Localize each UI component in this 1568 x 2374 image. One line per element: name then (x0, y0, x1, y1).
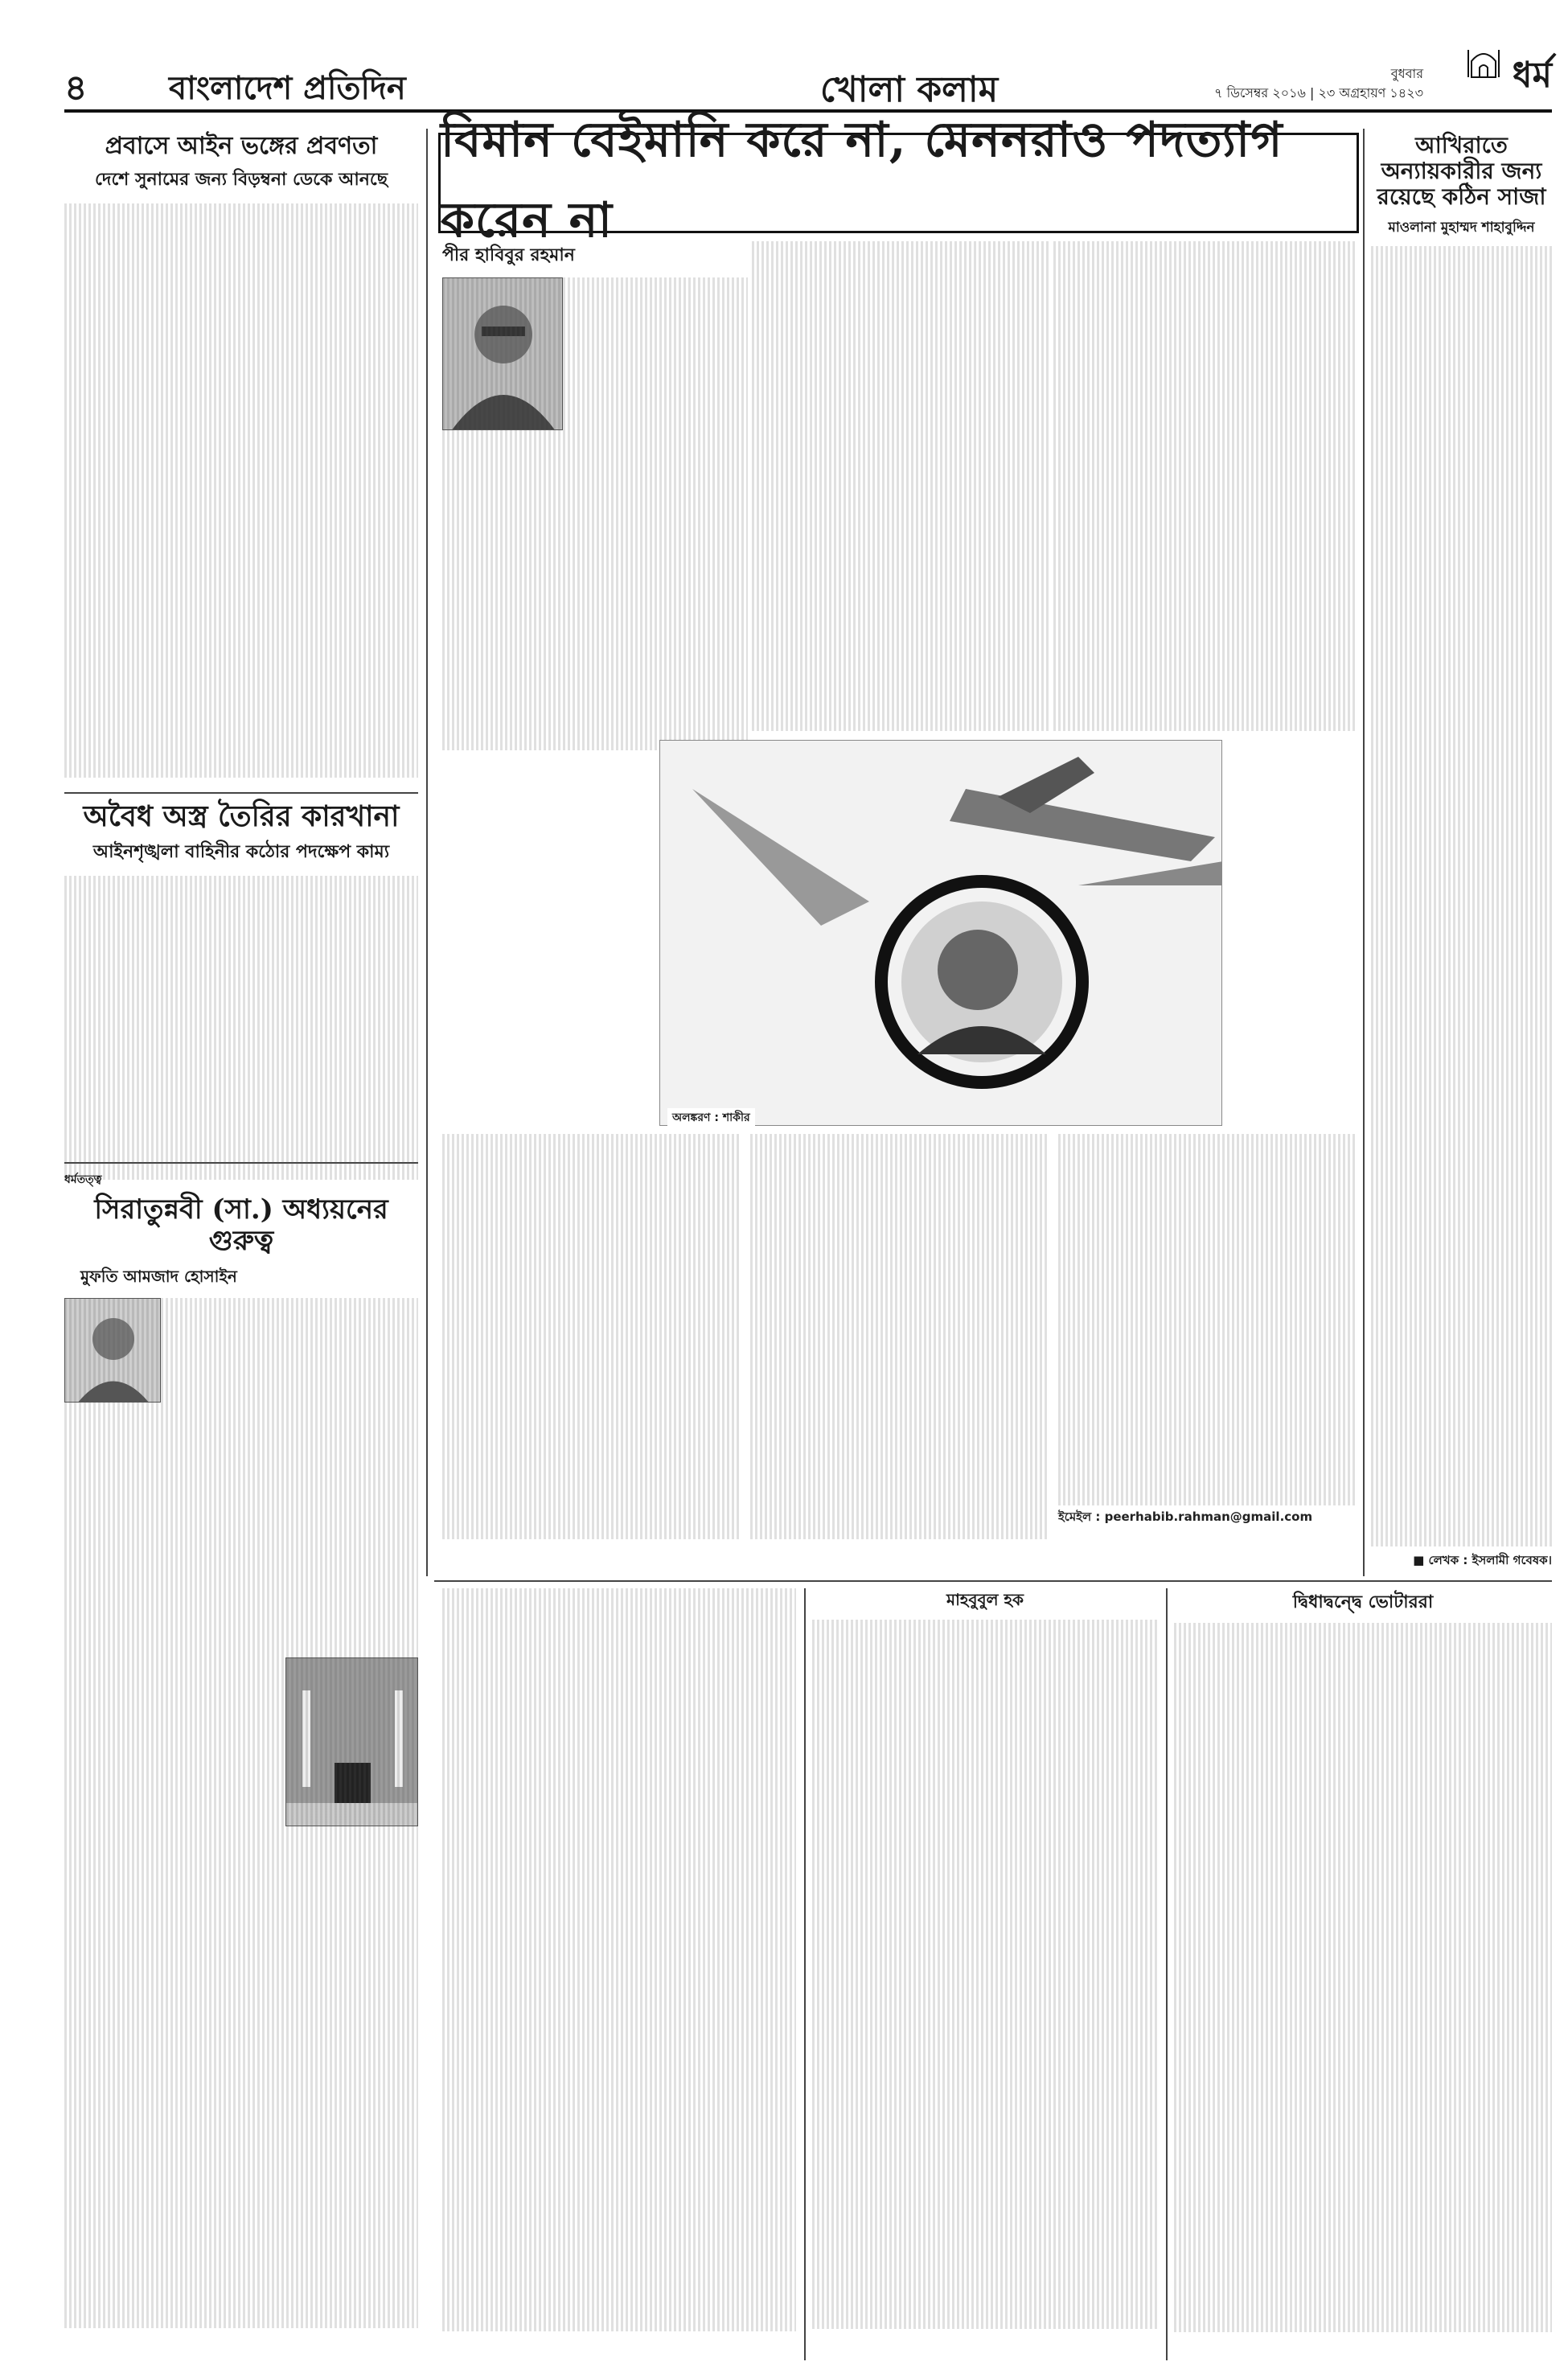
bottom-col2-title: দ্বিধাদ্বন্দ্বে ভোটাররা (1292, 1592, 1434, 1612)
date: ৭ ডিসেম্বর ২০১৬ | ২৩ অগ্রহায়ণ ১৪২৩ (1214, 85, 1423, 101)
bottom-col1-title: মাহবুবুল হক (946, 1590, 1024, 1609)
page-number: ৪ (64, 68, 88, 109)
weekday: বুধবার (1390, 66, 1423, 81)
right-headline: আখিরাতে অন্যায়কারীর জন্য রয়েছে কঠিন সাজা (1377, 132, 1546, 211)
story1-subhead: দেশে সুনামের জন্য বিড়ম্বনা ডেকে আনছে (94, 169, 388, 190)
lead-body-col1 (442, 277, 748, 750)
left-column (64, 133, 418, 778)
right-column (1371, 133, 1552, 1571)
lead-illustration (659, 740, 1222, 1126)
story3-headline: সিরাতুন্নবী (সা.) অধ্যয়নের গুরুত্ব (94, 1193, 388, 1258)
author-email: ইমেইল : peerhabib.rahman@gmail.com (1058, 1509, 1313, 1524)
bottom-col-left (442, 1588, 796, 2331)
right-byline: মাওলানা মুহাম্মদ শাহাবুদ্দিন (1388, 219, 1535, 236)
lead-body-lower (442, 1134, 1355, 1539)
story3-body (64, 1298, 418, 1653)
lead-byline: পীর হাবিবুর রহমান (442, 245, 575, 265)
story1-body (64, 203, 418, 778)
section-title: খোলা কলাম (820, 69, 999, 110)
illustration-credit: অলঙ্করণ : শাকীর (667, 1108, 755, 1127)
section-name-right: ধর্ম (1512, 55, 1552, 96)
lead-headline: বিমান বেইমানি করে না, মেননরাও পদত্যাগ করেন না (441, 111, 1283, 248)
bottom-col-mid (812, 1588, 1158, 2329)
story3-byline: মুফতি আমজাদ হোসাইন (80, 1267, 237, 1287)
dateline (1214, 64, 1423, 103)
lead-body-col3 (1053, 241, 1355, 731)
story2-headline: অবৈধ অস্ত্র তৈরির কারখানা (83, 799, 400, 833)
story3-kicker: ধর্মতত্ত্ব (64, 1173, 102, 1186)
lead-headline-box (438, 111, 1359, 248)
lead-byline-col (442, 241, 748, 750)
story2 (64, 800, 418, 1180)
right-body (1371, 246, 1552, 1546)
paper-name: বাংলাদেশ প্রতিদিন (169, 69, 406, 107)
bottom-col-right (1174, 1588, 1552, 2332)
lead-body-col2 (752, 241, 1049, 731)
mosque-icon (1465, 42, 1502, 79)
story2-subhead: আইনশৃঙ্খলা বাহিনীর কঠোর পদক্ষেপ কাম্য (92, 842, 390, 863)
story2-body (64, 876, 418, 1180)
story1-headline: প্রবাসে আইন ভঙ্গের প্রবণতা (105, 132, 378, 160)
story3 (64, 1170, 418, 2328)
right-writer-note: ■ লেখক : ইসলামী গবেষক। (1413, 1552, 1552, 1567)
story3-body-cont (64, 1653, 418, 2328)
